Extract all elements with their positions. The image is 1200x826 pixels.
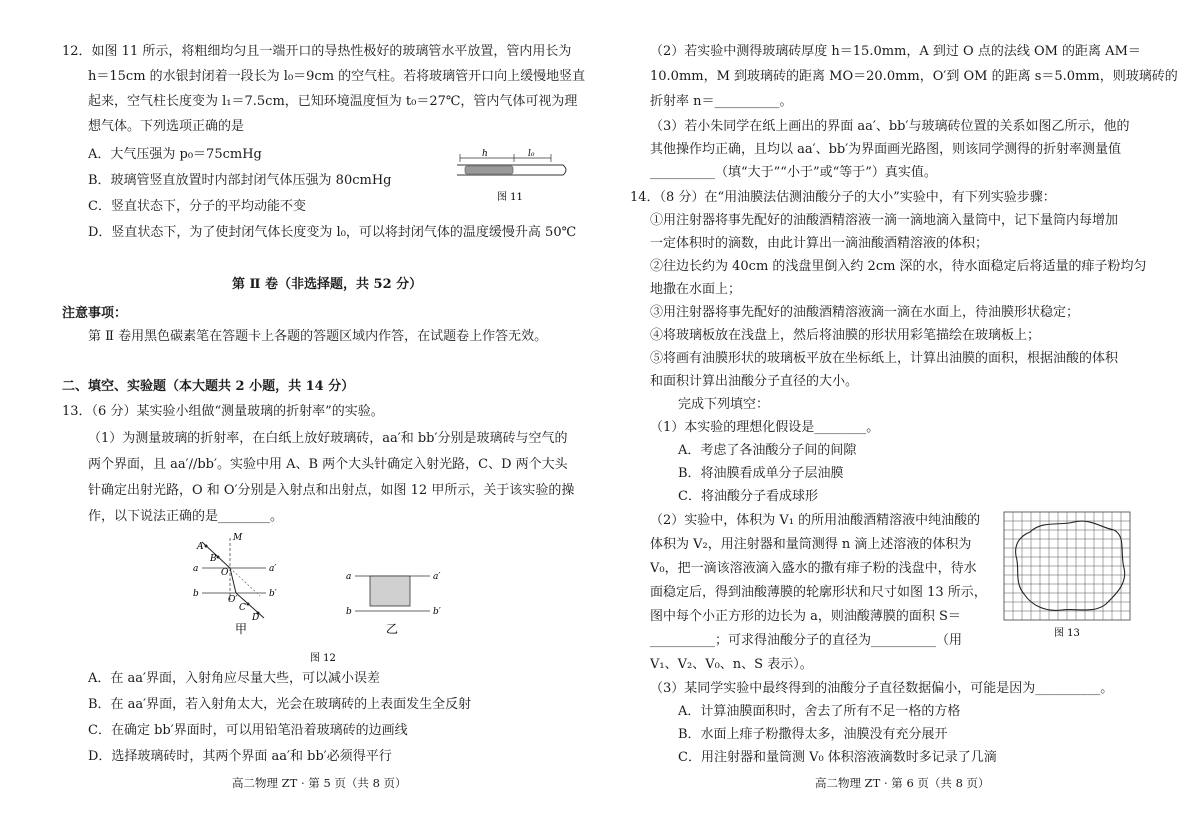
q14-sub3-option-b: B．水面上痱子粉撒得太多，油膜没有充分展开	[678, 727, 948, 742]
glass-brick-yi	[370, 576, 410, 606]
q14-sub3-option-a: A．计算油膜面积时，舍去了所有不足一格的方格	[678, 704, 961, 719]
label-a-right: a′	[269, 564, 277, 574]
q13-sub1-line-2: 两个界面，且 aa′//bb′。实验中用 A、B 两个大头针确定入射光路，C、D 两个大头	[88, 457, 568, 472]
q12-line-2: h＝15cm 的水银封闭着一段长为 l₀＝9cm 的空气柱。若将玻璃管开口向上缓慢地竖直	[88, 69, 586, 84]
q13-sub3-line-2: 其他操作均正确，且均以 aa′、bb′为界面画光路图，则该同学测得的折射率测量值	[650, 142, 1122, 157]
q12-line-3: 起来，空气柱长度变为 l₁＝7.5cm，已知环境温度恒为 t₀＝27℃，管内气体可视为理	[88, 94, 578, 109]
figure-11-caption: 图 11	[497, 192, 523, 203]
q14-step-5a: ⑤将画有油膜形状的玻璃板平放在坐标纸上，计算出油膜的面积，根据油酸的体积	[650, 351, 1119, 366]
pin-b	[217, 556, 220, 559]
label-jia: 甲	[235, 622, 248, 636]
q14-head: 14．（8 分）在“用油膜法估测油酸分子的大小”实验中，有下列实验步骤：	[630, 190, 1056, 205]
notice-text: 第 Ⅱ 卷用黑色碳素笔在答题卡上各题的答题区域内作答，在试题卷上作答无效。	[88, 329, 548, 344]
label-b-yi: b	[346, 607, 352, 617]
notice-title: 注意事项：	[62, 306, 128, 321]
label-b-left: b	[193, 589, 199, 599]
q14-sub1-option-b: B．将油膜看成单分子层油膜	[678, 466, 844, 481]
q13-sub3-line-3: __________（填“大于”“小于”或“等于”）真实值。	[650, 165, 937, 180]
q12-line-1: 12．如图 11 所示，将粗细均匀且一端开口的导热性极好的玻璃管水平放置，管内用长为	[62, 44, 572, 59]
refracted-ray	[230, 568, 236, 593]
q14-sub2-line-6: __________；可求得油酸分子的直径为__________（用	[650, 633, 963, 648]
q13-sub2-line-1: （2）若实验中测得玻璃砖厚度 h＝15.0mm，A 到过 O 点的法线 OM 的距离 AM＝	[650, 44, 1141, 59]
q14-step-1b: 一定体积时的滴数，由此计算出一滴油酸酒精溶液的体积；	[650, 236, 989, 251]
q14-step-4: ④将玻璃板放在浅盘上，然后将油膜的形状用彩笔描绘在玻璃板上；	[650, 328, 1041, 343]
pin-a	[205, 545, 208, 548]
part-2-title: 二、填空、实验题（本大题共 2 小题，共 14 分）	[62, 379, 355, 394]
q13-sub3-line-1: （3）若小朱同学在纸上画出的界面 aa′、bb′与玻璃砖位置的关系如图乙所示，他的	[650, 119, 1130, 134]
right-page	[600, 0, 1200, 826]
q14-sub1-option-a: A．考虑了各油酸分子间的间隙	[678, 443, 857, 458]
label-h: h	[482, 149, 488, 159]
q12-option-c: C．竖直状态下，分子的平均动能不变	[88, 199, 306, 214]
label-c: C	[239, 603, 246, 613]
q14-sub3: （3）某同学实验中最终得到的油酸分子直径数据偏小，可能是因为__________。	[650, 681, 1114, 696]
q14-sub1-option-c: C．将油酸分子看成球形	[678, 489, 818, 504]
figure-13	[1002, 510, 1142, 642]
label-b2-yi: b′	[433, 607, 441, 617]
label-b-right: b′	[269, 589, 277, 599]
q13-option-b: B．在 aa′界面，若入射角太大，光会在玻璃砖的上表面发生全反射	[88, 697, 472, 712]
q13-sub1-line-4: 作，以下说法正确的是________。	[88, 509, 284, 524]
label-o: O	[221, 568, 229, 578]
q13-option-d: D．选择玻璃砖时，其两个界面 aa′和 bb′必须得平行	[88, 749, 392, 764]
extended-ray	[230, 568, 260, 596]
mercury-column	[465, 166, 513, 174]
q14-sub2-line-1: （2）实验中，体积为 V₁ 的所用油酸酒精溶液中纯油酸的	[650, 513, 981, 528]
label-l0: l₀	[528, 149, 535, 159]
q12-option-a: A．大气压强为 p₀＝75cmHg	[88, 147, 262, 162]
figure-11	[455, 148, 585, 208]
pin-c	[247, 603, 250, 606]
q14-sub2-line-3: V₀，把一滴该溶液滴入盛水的撒有痱子粉的浅盘中，待水	[650, 561, 977, 576]
label-a: A	[197, 542, 204, 552]
label-m: M	[233, 533, 243, 543]
q13-sub1-line-1: （1）为测量玻璃的折射率，在白纸上放好玻璃砖，aa′和 bb′分别是玻璃砖与空气的	[88, 431, 568, 446]
label-a2-yi: a′	[433, 572, 441, 582]
figure-12	[190, 530, 450, 670]
q14-step-1a: ①用注射器将事先配好的油酸酒精溶液一滴一滴地滴入量筒中，记下量筒内每增加	[650, 213, 1119, 228]
figure-13-caption: 图 13	[1054, 628, 1080, 639]
q13-sub2-line-3: 折射率 n＝__________。	[650, 94, 793, 109]
q14-sub2-line-2: 体积为 V₂，用注射器和量筒测得 n 滴上述溶液的体积为	[650, 537, 972, 552]
q14-step-5b: 和面积计算出油酸分子直径的大小。	[650, 374, 859, 389]
q12-option-d: D．竖直状态下，为了使封闭气体长度变为 l₀，可以将封闭气体的温度缓慢升高 50℃	[88, 225, 577, 240]
q14-sub3-option-c: C．用注射器和量筒测 V₀ 体积溶液滴数时多记录了几滴	[678, 750, 997, 765]
q12-line-4: 想气体。下列选项正确的是	[88, 119, 245, 134]
label-a-left: a	[193, 564, 199, 574]
section-2-title: 第 Ⅱ 卷（非选择题，共 52 分）	[232, 277, 423, 292]
q14-step-2b: 地撒在水面上；	[650, 282, 742, 297]
q13-option-a: A．在 aa′界面，入射角应尽量大些，可以减小误差	[88, 671, 380, 686]
oil-film-outline	[1016, 521, 1125, 610]
q12-option-b: B．玻璃管竖直放置时内部封闭气体压强为 80cmHg	[88, 173, 392, 188]
q14-sub2-line-7: V₁、V₂、V₀、n、S 表示）。	[650, 657, 813, 672]
q14-fill-prompt: 完成下列填空：	[678, 397, 770, 412]
left-page-footer: 高二物理 ZT · 第 5 页（共 8 页）	[232, 776, 407, 790]
right-page-footer: 高二物理 ZT · 第 6 页（共 8 页）	[815, 776, 990, 790]
q14-sub2-line-4: 面稳定后，得到油酸薄膜的轮廓形状和尺寸如图 13 所示，	[650, 585, 987, 600]
q14-step-3: ③用注射器将事先配好的油酸酒精溶液滴一滴在水面上，待油膜形状稳定；	[650, 305, 1080, 320]
label-a-yi: a	[346, 572, 352, 582]
label-yi: 乙	[386, 622, 399, 636]
figure-12-caption: 图 12	[310, 653, 336, 664]
grid-paper	[1004, 512, 1130, 620]
label-d: D	[252, 613, 260, 623]
q14-step-2a: ②往边长约为 40cm 的浅盘里倒入约 2cm 深的水，待水面稳定后将适量的痱子粉均匀	[650, 259, 1147, 274]
q14-sub2-line-5: 图中每个小正方形的边长为 a，则油酸薄膜的面积 S＝	[650, 609, 961, 624]
q13-head: 13．（6 分）某实验小组做“测量玻璃的折射率”的实验。	[62, 404, 384, 419]
label-b: B	[210, 554, 217, 564]
q13-sub1-line-3: 针确定出射光路，O 和 O′分别是入射点和出射点，如图 12 甲所示，关于该实验的操	[88, 483, 575, 498]
q14-sub1: （1）本实验的理想化假设是________。	[650, 420, 880, 435]
q13-sub2-line-2: 10.0mm，M 到玻璃砖的距离 MO＝20.0mm，O′到 OM 的距离 s＝5.0mm，则玻璃砖的	[650, 69, 1178, 84]
label-o-prime: O′	[228, 595, 238, 605]
q13-option-c: C．在确定 bb′界面时，可以用铅笔沿着玻璃砖的边画线	[88, 723, 408, 738]
